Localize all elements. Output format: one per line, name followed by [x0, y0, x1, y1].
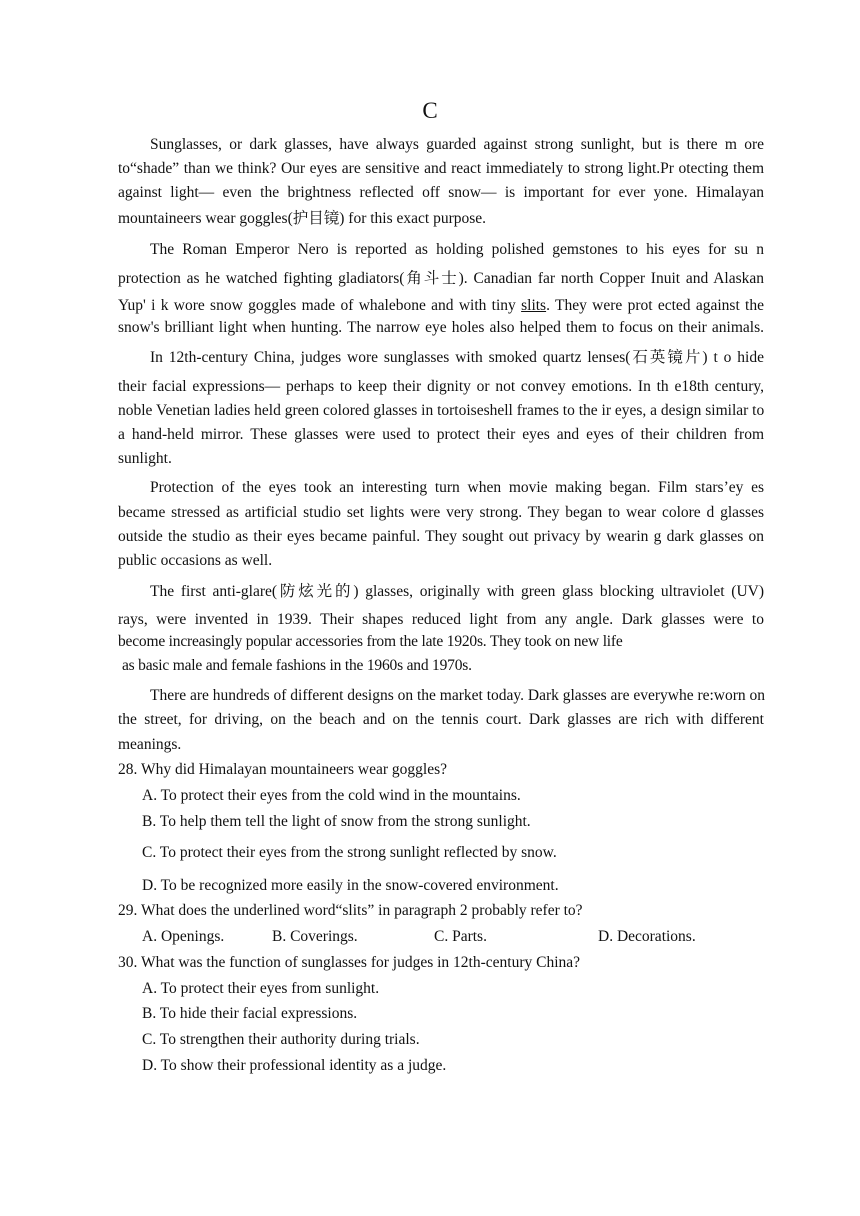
passage-text: Yup' i k wore snow goggles made of whalebone and with tiny	[118, 297, 522, 314]
passage-line: the street, for driving, on the beach and on the tennis court. Dark glasses are rich with different	[118, 711, 764, 728]
passage-line: their facial expressions— perhaps to keep their dignity or not convey emotions. In th e18th century,	[118, 378, 764, 395]
answer-option: C. To strengthen their authority during trials.	[142, 1031, 420, 1048]
passage-line: Sunglasses, or dark glasses, have always guarded against strong sunlight, but is there m ore	[150, 136, 764, 153]
section-heading: C	[422, 98, 438, 123]
answer-option: D. Decorations.	[598, 928, 696, 945]
passage-line: became stressed as artificial studio set lights were very strong. They began to wear colore d glasses	[118, 504, 764, 521]
passage-line: The first anti-glare(防炫光的) glasses, originally with green glass blocking ultraviolet (UV)	[150, 583, 764, 600]
answer-option: D. To show their professional identity as a judge.	[142, 1057, 447, 1074]
passage-line: public occasions as well.	[118, 552, 273, 569]
passage-line: Protection of the eyes took an interesting turn when movie making began. Film stars’ey es	[150, 479, 764, 496]
passage-line: There are hundreds of different designs on the market today. Dark glasses are everywhe re:worn on	[150, 687, 766, 704]
passage-line: In 12th-century China, judges wore sunglasses with smoked quartz lenses(石英镜片) t o hide	[150, 349, 764, 366]
passage-line: outside the studio as their eyes became painful. They sought out privacy by wearin g dark glasses on	[118, 528, 764, 545]
passage-line: mountaineers wear goggles(护目镜) for this exact purpose.	[118, 210, 487, 227]
question-stem: 30. What was the function of sunglasses for judges in 12th-century China?	[118, 954, 581, 971]
passage-line: The Roman Emperor Nero is reported as holding polished gemstones to his eyes for su n	[150, 241, 764, 258]
passage-line: to“shade” than we think? Our eyes are sensitive and react immediately to strong light.Pr otecting them	[118, 160, 764, 177]
passage-line: rays, were invented in 1939. Their shapes reduced light from any angle. Dark glasses were to	[118, 611, 764, 628]
passage-line: against light— even the brightness reflected off snow— is important for ever yone. Himalayan	[118, 184, 764, 201]
answer-option: A. To protect their eyes from sunlight.	[142, 980, 380, 997]
passage-line: snow's brilliant light when hunting. The narrow eye holes also helped them to focus on their animals.	[118, 319, 764, 336]
question-stem: 29. What does the underlined word“slits” in paragraph 2 probably refer to?	[118, 902, 583, 919]
answer-option: C. To protect their eyes from the strong sunlight reflected by snow.	[142, 844, 557, 861]
passage-line: meanings.	[118, 736, 182, 753]
passage-line	[118, 295, 764, 317]
passage-text: . They were prot ected against the	[546, 297, 764, 314]
passage-line: protection as he watched fighting gladiators(角斗士). Canadian far north Copper Inuit and Alaskan	[118, 270, 764, 287]
answer-option: B. To hide their facial expressions.	[142, 1005, 358, 1022]
answer-option: A. To protect their eyes from the cold wind in the mountains.	[142, 787, 521, 804]
passage-line: noble Venetian ladies held green colored glasses in tortoiseshell frames to the ir eyes, a design similar to	[118, 402, 765, 419]
answer-option: B. To help them tell the light of snow from the strong sunlight.	[142, 813, 531, 830]
underlined-word-slits: slits	[521, 297, 547, 314]
question-stem: 28. Why did Himalayan mountaineers wear goggles?	[118, 761, 447, 778]
answer-option: D. To be recognized more easily in the snow-covered environment.	[142, 877, 559, 894]
passage-line: become increasingly popular accessories from the late 1920s. They took on new life	[118, 633, 623, 650]
passage-line: sunlight.	[118, 450, 172, 467]
answer-option: A. Openings.	[142, 928, 225, 945]
answer-option: C. Parts.	[434, 928, 487, 945]
passage-line: as basic male and female fashions in the 1960s and 1970s.	[122, 657, 472, 674]
passage-line: a hand-held mirror. These glasses were used to protect their eyes and eyes of their children from	[118, 426, 764, 443]
answer-option: B. Coverings.	[272, 928, 358, 945]
